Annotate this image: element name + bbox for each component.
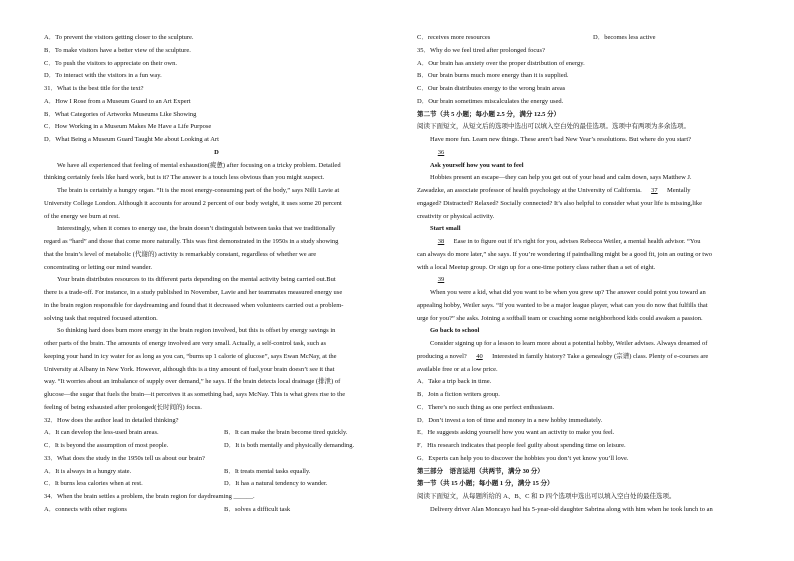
q33-option-b: B．It treats mental tasks equally.	[224, 467, 311, 475]
q33-stem: 33．What does the study in the 1950s tell us about our brain?	[44, 454, 205, 462]
kid-line: urge for you?” she asks. Joining a softball team or coaching some neighborhood kids could awaken a passion.	[417, 314, 703, 322]
q34-option-d: D．becomes less active	[593, 34, 656, 41]
q34-options-row1	[44, 504, 389, 517]
q31-option-c: C．How Working in a Museum Makes Me Have a Life Purpose	[44, 123, 212, 131]
passage-line: way. “It worries about an imbalance of supply over demand,” he says. If the brain detects local drainage (排泄) of	[44, 378, 341, 386]
passage-line: thinking certainly feels like hard work, but is it? The answer is a touch less obvious than you might suspect.	[44, 174, 325, 182]
school-line-40-tail: Interested in family history? Take a genealogy (宗谱) class. Plenty of e-courses are	[492, 352, 709, 360]
hobby-line: Hobbies present an escape—they can help you get out of your head and calm down, says Matthew J.	[430, 174, 692, 182]
cloze-first-line: Delivery driver Alan Moncayo had his 5-year-old daughter Sabrina along with him when he took lunch to an	[430, 505, 713, 513]
q32-option-b: B．It can make the brain become tired quickly.	[224, 429, 348, 437]
option-d: D．Don’t invest a ton of time and money in a new hobby immediately.	[417, 416, 603, 424]
passage-line: that the brain’s level of metabolic (代谢的) activity is remarkably constant, regardless of whether we are	[44, 250, 317, 258]
section2-instructions: 阅读下面短文，从短文后的选项中选出可以填入空白处的最佳选项。选项中有两项为多余选项。	[417, 123, 690, 131]
q30-option-d: D．To interact with the visitors in a fun way.	[44, 72, 162, 80]
passage-line: there is a trade-off. For instance, in a study published in November, Lavie and her teammates measured energy use	[44, 289, 343, 296]
blank-36-line	[417, 147, 757, 160]
q34-option-a: A．connects with other regions	[44, 505, 127, 513]
option-f: F．His research indicates that people feel guilty about spending time on leisure.	[417, 442, 626, 449]
q33-options-row2	[44, 478, 389, 491]
q35-option-d: D．Our brain sometimes miscalculates the energy used.	[417, 97, 564, 105]
school-line-40-text: producing a novel?	[417, 352, 467, 360]
kid-line: appealing hobby, Weiler says. “If you wanted to be a major league player, what can you do now that fulfills that	[417, 301, 708, 309]
subheading-feel: Ask yourself how you want to feel	[430, 161, 524, 169]
subheading-start-small: Start small	[430, 225, 461, 233]
start-small-line: with a local Meetup group. Or sign up for a one-time pottery class rather than a set of eight.	[417, 263, 656, 271]
q32-stem: 32．How does the author lead in detailed thinking?	[44, 416, 179, 424]
option-c: C．There’s no such thing as one perfect enthusiasm.	[417, 403, 555, 411]
q35-option-c: C．Our brain distributes energy to the wrong brain areas	[417, 85, 566, 92]
q35-option-a: A．Our brain has anxiety over the proper distribution of energy.	[417, 59, 585, 67]
q33-option-a: A．It is always in a hungry state.	[44, 467, 132, 475]
option-g: G．Experts can help you to discover the hobbies you don’t yet know you’ll love.	[417, 454, 629, 462]
option-a: A．Take a trip back in time.	[417, 378, 492, 386]
passage-line: We have all experienced that feeling of mental exhaustion(疲惫) after focusing on a tricky problem. Detailed	[57, 161, 341, 169]
q34-options-row2	[417, 32, 757, 45]
passage-line: Your brain distributes resources to its different parts depending on the mental activity being carried out.But	[57, 276, 336, 284]
passage-line: keeping your hand in icy water for as long as you can, “burns up 1 calorie of glucose”, says Ewan McNay, at the	[44, 352, 337, 360]
part3-title: 第三部分 语言运用（共两节，满分 30 分）	[417, 467, 544, 475]
school-line: available free or at a low price.	[417, 365, 498, 373]
option-b: B．Join a fiction writers group.	[417, 391, 500, 398]
passage-line: glucose—the sugar that fuels the brain—it perceives it as something bad, says McNay. This is what gives rise to the	[44, 391, 346, 398]
school-line: Consider signing up for a lesson to learn more about a potential hobby, Weiler advises. Always dreamed of	[430, 340, 708, 347]
q30-option-b: B．To make visitors have a better view of the sculpture.	[44, 46, 191, 54]
passage-line: University at Albany in New York. However, although this is a tiny amount of fuel,your brain doesn’t see it that	[44, 365, 335, 373]
passage-line: feeling of being exhausted after prolonged(长时间的) focus.	[44, 403, 202, 411]
passage-line: solving task that required focused attention.	[44, 314, 158, 322]
section1-instructions: 阅读下面短文，从每题所给的 A、B、C 和 D 四个选项中选出可以填入空白处的最佳选项。	[417, 493, 676, 500]
passage-line: The brain is certainly a hungry organ. “It is the most energy-consuming part of the body,” says Nilli Lavie at	[57, 187, 340, 194]
q31-option-a: A．How I Rose from a Museum Guard to an Art Expert	[44, 97, 191, 105]
hobby-line: creativity or physical activity.	[417, 212, 495, 220]
blank-39: 39	[437, 276, 445, 284]
school-line-40	[417, 351, 757, 364]
q33-option-d: D．It has a natural tendency to wander.	[224, 480, 328, 488]
q32-option-a: A．It can develop the less-used brain areas.	[44, 429, 159, 437]
q35-option-b: B．Our brain burns much more energy than it is supplied.	[417, 72, 569, 80]
start-small-line: can always do more later,” she says. If you’re wondering if paintballing might be a good fit, join an outing or two	[417, 250, 713, 258]
blank-39-line	[417, 274, 757, 287]
start-small-line-text: Ease in to figure out if it’s right for you, advises Rebecca Weiler, a mental health advisor. “You	[453, 238, 701, 245]
section-d-heading: D	[214, 148, 219, 156]
q34-option-c: C．receives more resources	[417, 34, 491, 41]
hobby-line-37-tail: Mentally	[666, 187, 691, 194]
blank-38: 38	[437, 238, 445, 245]
hobby-line-37	[417, 185, 757, 198]
kid-line: When you were a kid, what did you want to be when you grew up? The answer could point you toward an	[430, 289, 706, 296]
q30-option-c: C．To push the visitors to appreciate on their own.	[44, 59, 177, 67]
subheading-school: Go back to school	[430, 327, 480, 335]
q31-option-b: B．What Categories of Artworks Museums Like Showing	[44, 110, 197, 118]
q34-stem: 34．When the brain settles a problem, the brain region for daydreaming ______.	[44, 493, 255, 500]
passage-line: So thinking hard does burn more energy in the brain region involved, but this is offset by energy savings in	[57, 327, 336, 335]
passage-line: in the brain region responsible for daydreaming and found that it decreased when volunteers carried out a problem-	[44, 301, 344, 309]
passage-line: regard as “hard” and those that come more naturally. This was first demonstrated in the 1950s in a study showing	[44, 238, 339, 245]
passage-line: University College London. Although it accounts for around 2 percent of our body weight, it uses some 20 percent	[44, 199, 342, 207]
q33-options-row1	[44, 466, 389, 479]
passage-line: other parts of the brain. The amounts of energy involved are very small. Actually, a self-control task, such as	[44, 340, 327, 347]
section1-title: 第一节（共 15 小题；每小题 1 分，满分 15 分）	[417, 480, 554, 488]
q31-option-d: D．What Being a Museum Guard Taught Me about Looking at Art	[44, 136, 219, 143]
passage-line: concentrating or letting our mind wander.	[44, 263, 152, 271]
blank-40: 40	[476, 352, 483, 360]
q35-stem: 35．Why do we feel tired after prolonged focus?	[417, 46, 545, 54]
q32-option-d: D．It is both mentally and physically demanding.	[224, 442, 355, 449]
passage-line: of the energy we burn at rest.	[44, 212, 120, 220]
option-e: E．He suggests asking yourself how you want an activity to make you feel.	[417, 429, 615, 437]
section2-title: 第二节（共 5 小题；每小题 2.5 分，满分 12.5 分）	[417, 110, 560, 118]
q32-options-row1	[44, 427, 389, 440]
right-column	[417, 32, 757, 517]
q31-stem: 31．What is the best title for the text?	[44, 85, 144, 92]
q32-options-row2	[44, 440, 389, 453]
intro-line: Have more fun. Learn new things. These aren’t bad New Year’s resolutions. But where do you start?	[430, 136, 692, 143]
blank-36: 36	[437, 148, 445, 156]
start-small-line	[417, 236, 757, 249]
hobby-line-37-text: Zawadzke, an associate professor of health psychology at the University of California.	[417, 187, 642, 194]
blank-37: 37	[651, 187, 658, 194]
passage-line: Interestingly, when it comes to energy use, the brain doesn’t distinguish between tasks that we traditionally	[57, 225, 336, 233]
q30-option-a: A．To prevent the visitors getting closer to the sculpture.	[44, 34, 194, 41]
hobby-line: engaged? Distracted? Relaxed? Socially connected? It’s also helpful to consider what your life is missing,like	[417, 199, 703, 207]
left-column	[44, 32, 389, 517]
q33-option-c: C．It burns less calories when at rest.	[44, 480, 143, 488]
q34-option-b: B．solves a difficult task	[224, 505, 291, 513]
q32-option-c: C．It is beyond the assumption of most people.	[44, 442, 169, 449]
